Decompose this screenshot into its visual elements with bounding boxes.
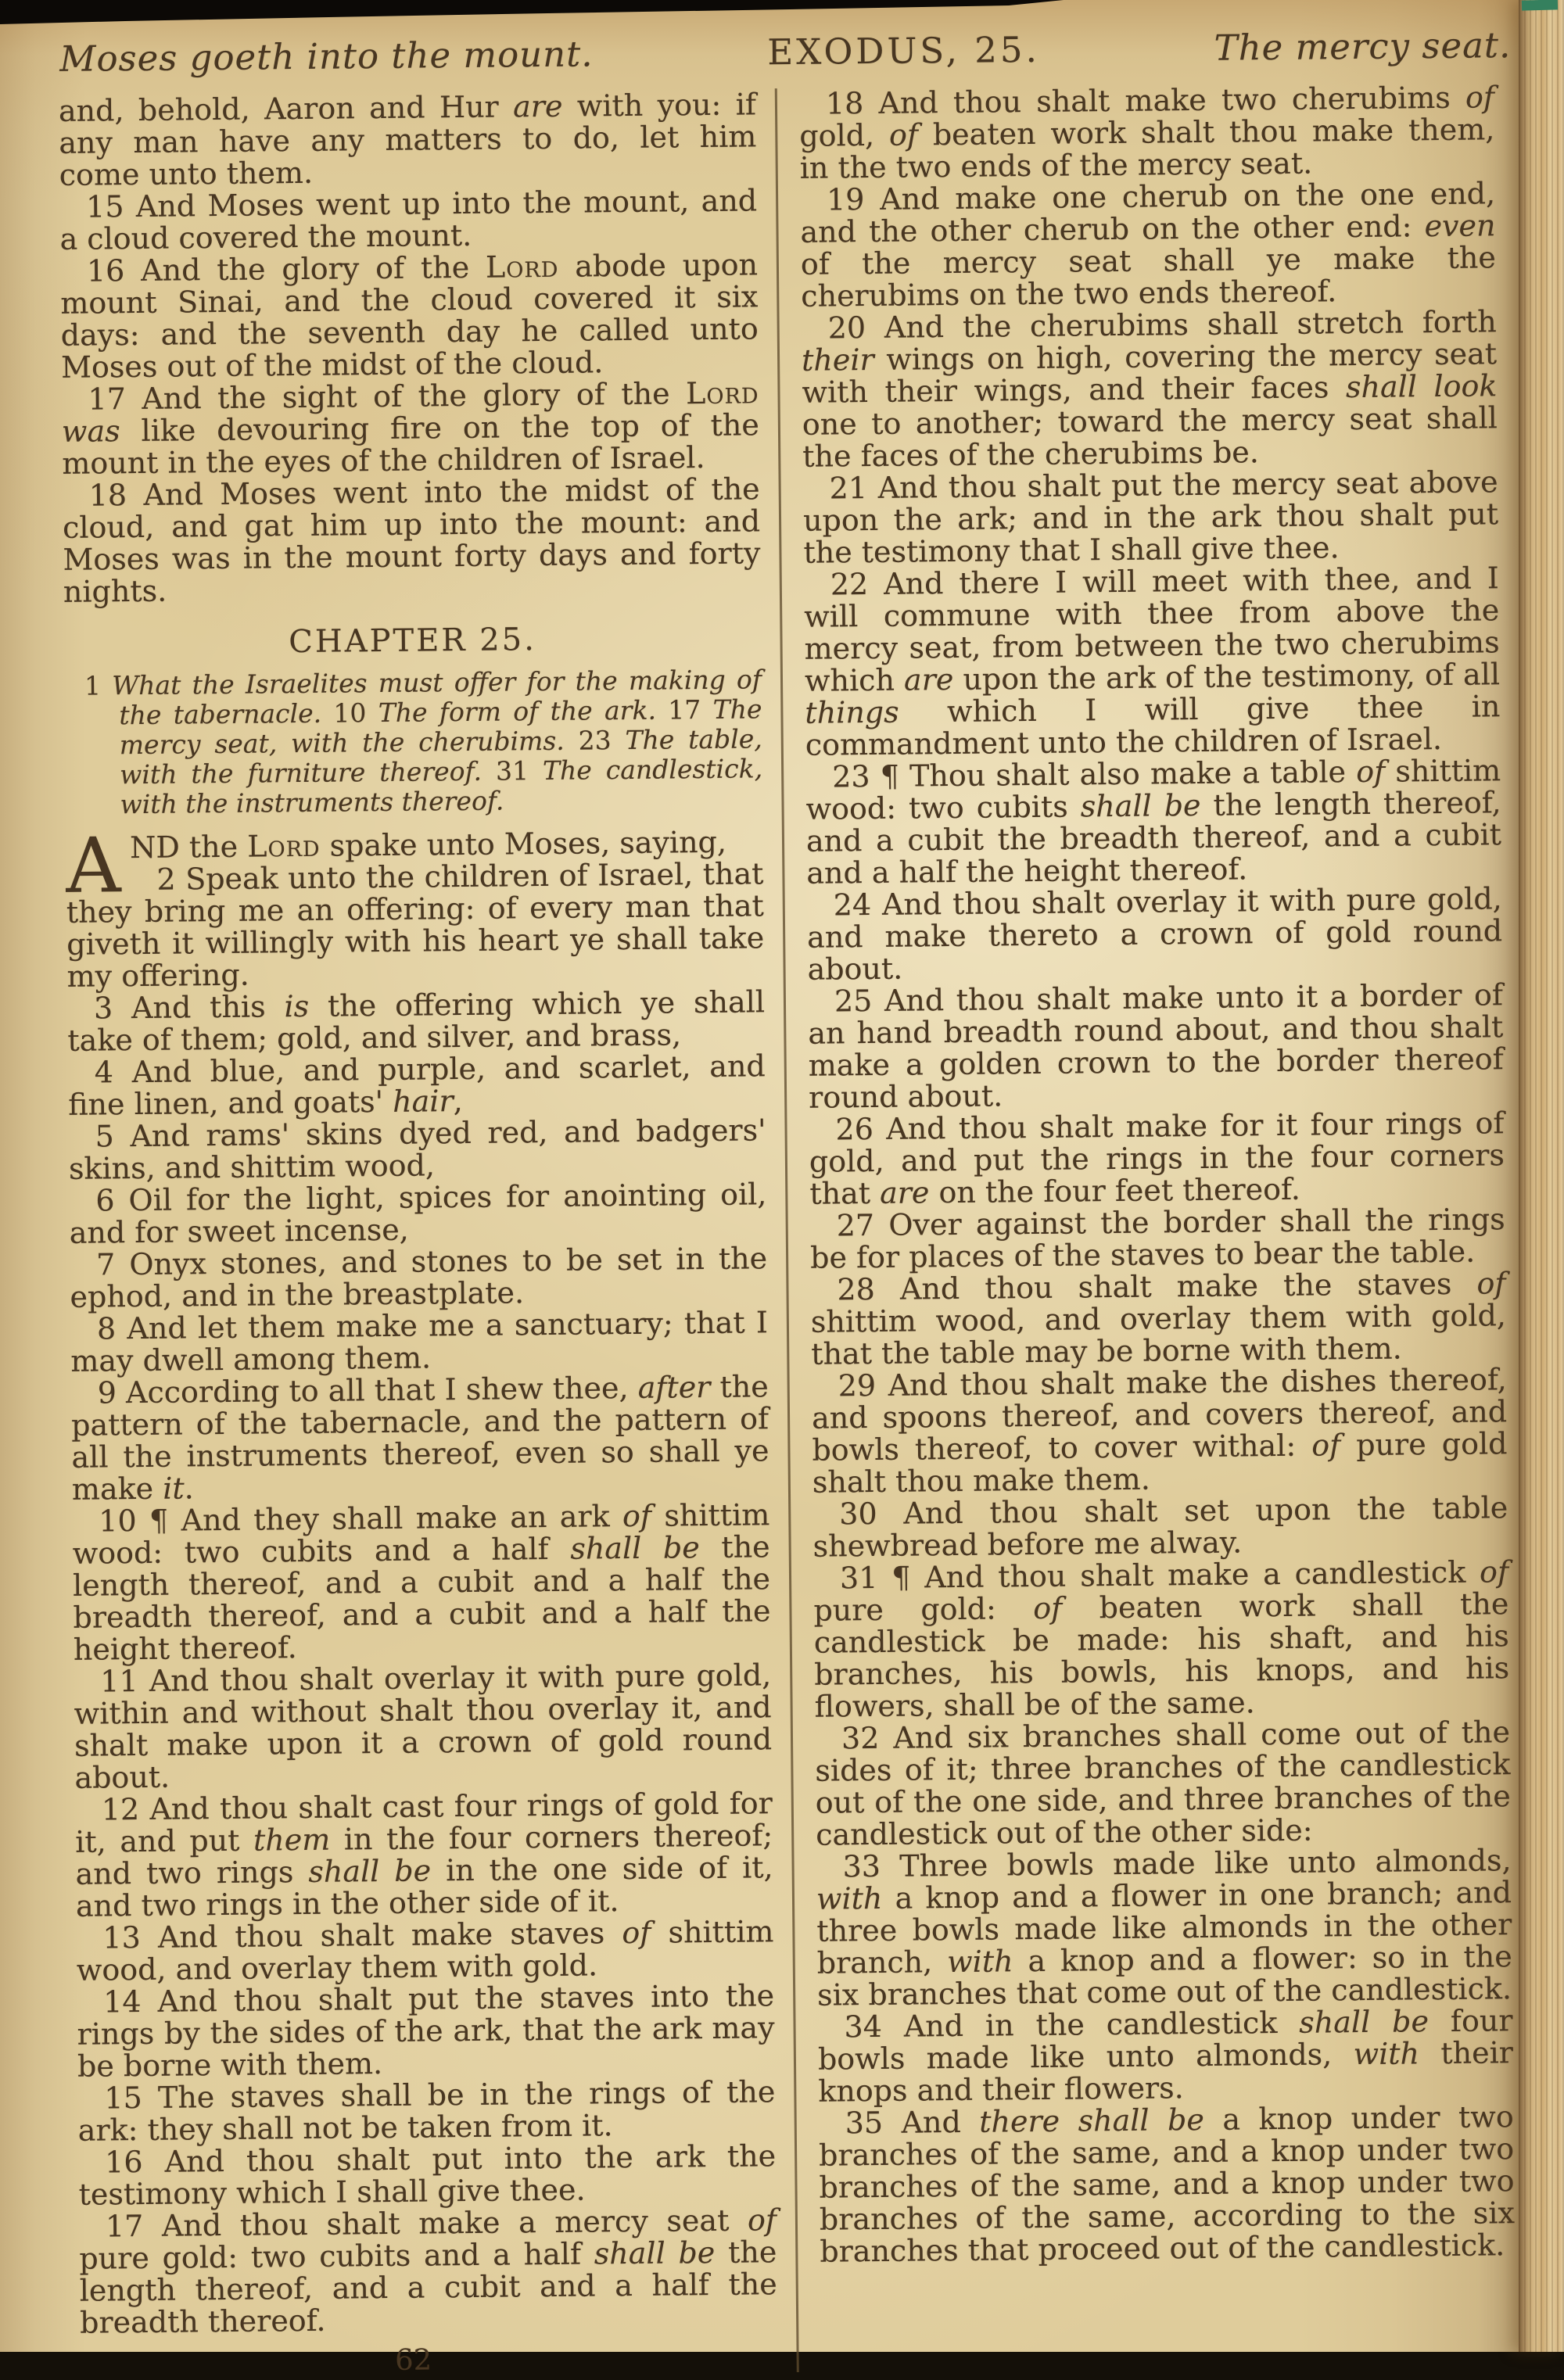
chapter25-verses-left bbox=[67, 986, 777, 2339]
book-cover-sliver bbox=[1522, 0, 1558, 11]
verse-paragraph: 27 Over against the border shall the rings be for places of the staves to bear the table. bbox=[809, 1202, 1505, 1275]
verse-paragraph: 18 And thou shalt make two cherubims of gold, of beaten work shalt thou make them, in the two ends of the mercy seat. bbox=[799, 80, 1495, 185]
verse-paragraph: 15 And Moses went up into the mount, and a cloud covered the mount. bbox=[59, 183, 758, 256]
chapter-summary: 1 What the Israelites must offer for the making of the tabernacle. 10 The form of the ark. 17 The mercy seat, with the cherubims. 23 The table, with the furniture thereof. 31 The candlestick, with the instruments thereof. bbox=[84, 664, 763, 820]
verse-paragraph: 35 And there shall be a knop under two branches of the same, and a knop under two branches of the same, and a knop under two branches of the same, according to the six branches that proceed out of the candlestick. bbox=[818, 2099, 1516, 2269]
page-heading: EXODUS, 25. bbox=[767, 28, 1041, 73]
verse-paragraph: 34 And in the candlestick shall be four bowls made like unto almonds, with their knops and their flowers. bbox=[817, 2003, 1514, 2109]
verse-paragraph: 4 And blue, and purple, and scarlet, and fine linen, and goats' hair, bbox=[67, 1048, 766, 1122]
verse-paragraph: 5 And rams' skins dyed red, and badgers' skins, and shittim wood, bbox=[68, 1113, 766, 1186]
scan-dark-top-edge bbox=[0, 0, 1064, 25]
text-column-right bbox=[775, 81, 1537, 2372]
verse-paragraph: 30 And thou shalt set upon the table shewbread before me alway. bbox=[812, 1490, 1508, 1564]
verse-paragraph: 13 And thou shalt make staves of shittim wood, and overlay them with gold. bbox=[76, 1914, 774, 1988]
verse-paragraph: 16 And the glory of the Lord abode upon mount Sinai, and the cloud covered it six days: and the seventh day he called unto Moses out of the midst of the cloud. bbox=[60, 247, 759, 385]
verse-paragraph: 25 And thou shalt make unto it a border of an hand breadth round about, and thou shalt make a golden crown to the border thereof round about. bbox=[808, 977, 1504, 1115]
verse-paragraph: 31 ¶ And thou shalt make a candlestick of pure gold: of beaten work shall the candlestick be made: his shaft, and his branches, his bowls, his knops, and his flowers, shall be of the same. bbox=[813, 1554, 1510, 1724]
text-column-left bbox=[59, 88, 797, 2379]
chapter25-verses-right bbox=[799, 81, 1516, 2267]
book-fore-edge-pages bbox=[1519, 0, 1564, 2352]
verse-paragraph: 20 And the cherubims shall stretch forth their wings on high, covering the mercy seat with their wings, and their faces shall look one to another; toward the mercy seat shall the faces of the cherubims be. bbox=[801, 304, 1498, 474]
verse-paragraph: 17 And thou shalt make a mercy seat of pure gold: two cubits and a half shall be the length thereof, and a cubit and a half the breadth thereof. bbox=[79, 2203, 777, 2340]
verse-paragraph: 32 And six branches shall come out of the sides of it; three branches of the candlestick out of the one side, and three branches of the candlestick out of the other side: bbox=[815, 1715, 1511, 1852]
verse-paragraph: 2 Speak unto the children of Israel, that they bring me an offering: of every man that giveth it willingly with his heart ye shall take my offering. bbox=[66, 856, 765, 994]
header-right-title: The mercy seat. bbox=[1214, 24, 1512, 69]
verse-paragraph: 10 ¶ And they shall make an ark of shittim wood: two cubits and a half shall be the length thereof, and a cubit and a half the breadth thereof, and a cubit and a half the height thereof. bbox=[72, 1497, 771, 1667]
text-columns bbox=[59, 81, 1537, 2379]
verse-paragraph: 8 And let them make me a sanctuary; that I may dwell among them. bbox=[70, 1305, 769, 1378]
verse-paragraph: 16 And thou shalt put into the ark the testimony which I shall give thee. bbox=[78, 2138, 777, 2212]
page-number: 62 bbox=[394, 2342, 432, 2377]
verse-paragraph: 23 ¶ Thou shalt also make a table of shittim wood: two cubits shall be the length thereof, and a cubit the breadth thereof, and a cubit and a half the height thereof. bbox=[805, 753, 1502, 891]
chapter24-verses bbox=[59, 88, 761, 608]
verse-paragraph: 33 Three bowls made like unto almonds, with a knop and a flower in one branch; and three bowls made like almonds in the other branch, with a knop and a flower: so in the six branches that come out of the candlestick. bbox=[816, 1843, 1512, 2013]
verse-paragraph: 18 And Moses went into the midst of the cloud, and gat him up into the mount: and Moses was in the mount forty days and forty nights. bbox=[62, 471, 761, 609]
verse-paragraph: 17 And the sight of the glory of the Lord was like devouring fire on the top of the mount in the eyes of the children of Israel. bbox=[61, 375, 760, 481]
verse-paragraph: 11 And thou shalt overlay it with pure gold, within and without shalt thou overlay it, and shalt make upon it a crown of gold round about. bbox=[74, 1658, 773, 1795]
running-header bbox=[58, 20, 1514, 80]
verse-paragraph: 14 And thou shalt put the staves into the rings by the sides of the ark, that the ark may be borne with them. bbox=[77, 1978, 775, 2084]
header-left-title: Moses goeth into the mount. bbox=[59, 33, 594, 80]
verse-paragraph: 3 And this is the offering which ye shall take of them; gold, and silver, and brass, bbox=[67, 984, 766, 1058]
chapter-heading: CHAPTER 25. bbox=[288, 622, 537, 661]
verse-paragraph: 9 According to all that I shew thee, after the pattern of the tabernacle, and the pattern of all the instruments thereof, even so shall ye make it. bbox=[70, 1369, 769, 1507]
page-content bbox=[58, 20, 1537, 2379]
drop-cap-letter: A bbox=[65, 821, 121, 910]
verse-paragraph: 26 And thou shalt make for it four rings of gold, and put the rings in the four corners that are on the four feet thereof. bbox=[809, 1106, 1505, 1211]
verse-paragraph: 21 And thou shalt put the mercy seat above upon the ark; and in the ark thou shalt put the testimony that I shall give thee. bbox=[802, 464, 1499, 570]
chapter-opening-verses bbox=[65, 821, 765, 994]
verse-paragraph: 12 And thou shalt cast four rings of gold for it, and put them in the four corners thereof; and two rings shall be in the one side of it, and two rings in the other side of it. bbox=[75, 1786, 773, 1923]
verse-paragraph: 22 And there I will meet with thee, and I will commune with thee from above the mercy seat, from between the two cherubims which are upon the ark of the testimony, of all things which I will give thee in commandment unto the children of Israel. bbox=[804, 561, 1501, 762]
verse-paragraph: 6 Oil for the light, spices for anointing oil, and for sweet incense, bbox=[69, 1177, 767, 1250]
verse-paragraph: 15 The staves shall be in the rings of the ark: they shall not be taken from it. bbox=[77, 2074, 776, 2148]
verse-paragraph: and, behold, Aaron and Hur are with you: if any man have any matters to do, let him come unto them. bbox=[58, 87, 757, 192]
verse-paragraph: ND the Lord spake unto Moses, saying, bbox=[129, 824, 727, 866]
verse-paragraph: 29 And thou shalt make the dishes thereof, and spoons thereof, and covers thereof, and bowls thereof, to cover withal: of pure gold shalt thou make them. bbox=[811, 1362, 1508, 1500]
verse-paragraph: 24 And thou shalt overlay it with pure gold, and make thereto a crown of gold round about. bbox=[806, 881, 1503, 987]
verse-paragraph: 19 And make one cherub on the one end, and the other cherub on the other end: even of the mercy seat shall ye make the cherubims on the two ends thereof. bbox=[800, 176, 1497, 314]
verse-paragraph: 7 Onyx stones, and stones to be set in the ephod, and in the breastplate. bbox=[70, 1241, 768, 1314]
verse-paragraph: 28 And thou shalt make the staves of shittim wood, and overlay them with gold, that the table may be borne with them. bbox=[810, 1266, 1507, 1371]
